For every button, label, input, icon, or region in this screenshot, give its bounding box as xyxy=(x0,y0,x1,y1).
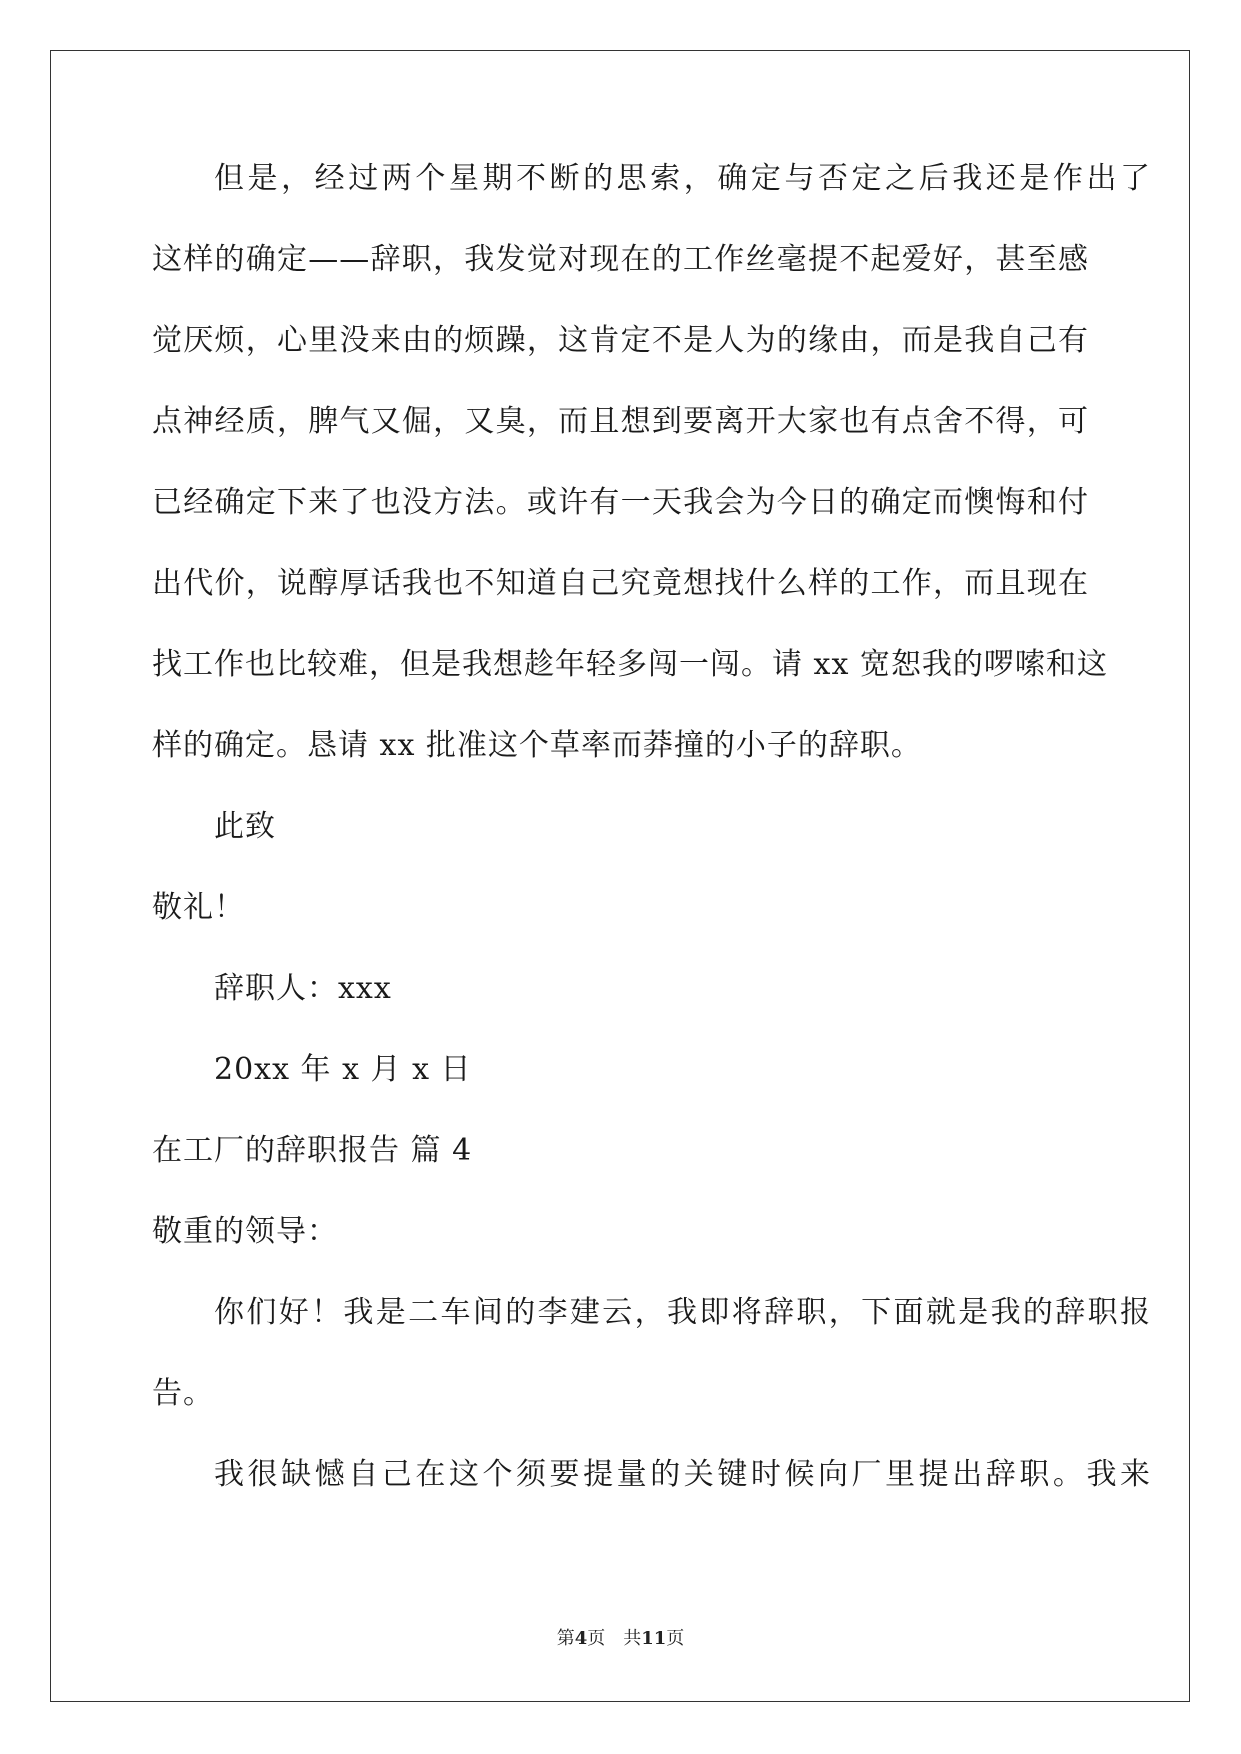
paragraph-line: 这样的确定——辞职，我发觉对现在的工作丝毫提不起爱好，甚至感 xyxy=(152,242,1089,277)
total-pages: 11 xyxy=(641,1628,667,1649)
date-line: 20xx 年 x 月 x 日 xyxy=(214,1052,472,1087)
signature-line: 辞职人：xxx xyxy=(214,971,392,1006)
paragraph-line: 点神经质，脾气又倔，又臭，而且想到要离开大家也有点舍不得，可 xyxy=(152,404,1089,439)
greeting-line: 敬重的领导： xyxy=(152,1214,338,1249)
paragraph-line: 觉厌烦，心里没来由的烦躁，这肯定不是人为的缘由，而是我自己有 xyxy=(152,323,1089,358)
page-footer xyxy=(0,1624,1241,1650)
paragraph-line: 已经确定下来了也没方法。或许有一天我会为今日的确定而懊悔和付 xyxy=(152,485,1089,520)
paragraph-line: 找工作也比较难，但是我想趁年轻多闯一闯。请 xx 宽恕我的啰嗦和这 xyxy=(152,647,1108,682)
paragraph-line: 告。 xyxy=(152,1376,214,1411)
paragraph-line: 出代价，说醇厚话我也不知道自己究竟想找什么样的工作，而且现在 xyxy=(152,566,1089,601)
paragraph-line: 我很缺憾自己在这个须要提量的关键时候向厂里提出辞职。我来 xyxy=(214,1457,1151,1492)
document-body xyxy=(152,153,1151,1530)
paragraph-line: 样的确定。恳请 xx 批准这个草率而莽撞的小子的辞职。 xyxy=(152,728,922,763)
footer-total-prefix: 共 xyxy=(623,1628,642,1649)
footer-page-suffix: 页 xyxy=(587,1628,606,1649)
closing-salutation: 此致 xyxy=(214,809,276,844)
closing-regards: 敬礼！ xyxy=(152,890,245,925)
section-heading: 在工厂的辞职报告 篇 4 xyxy=(152,1133,473,1168)
footer-prefix: 第 xyxy=(556,1628,575,1649)
page-number: 4 xyxy=(574,1628,588,1649)
footer-total-suffix: 页 xyxy=(666,1628,685,1649)
paragraph-line: 你们好！我是二车间的李建云，我即将辞职，下面就是我的辞职报 xyxy=(214,1295,1151,1330)
paragraph-line: 但是，经过两个星期不断的思索，确定与否定之后我还是作出了 xyxy=(214,161,1151,196)
